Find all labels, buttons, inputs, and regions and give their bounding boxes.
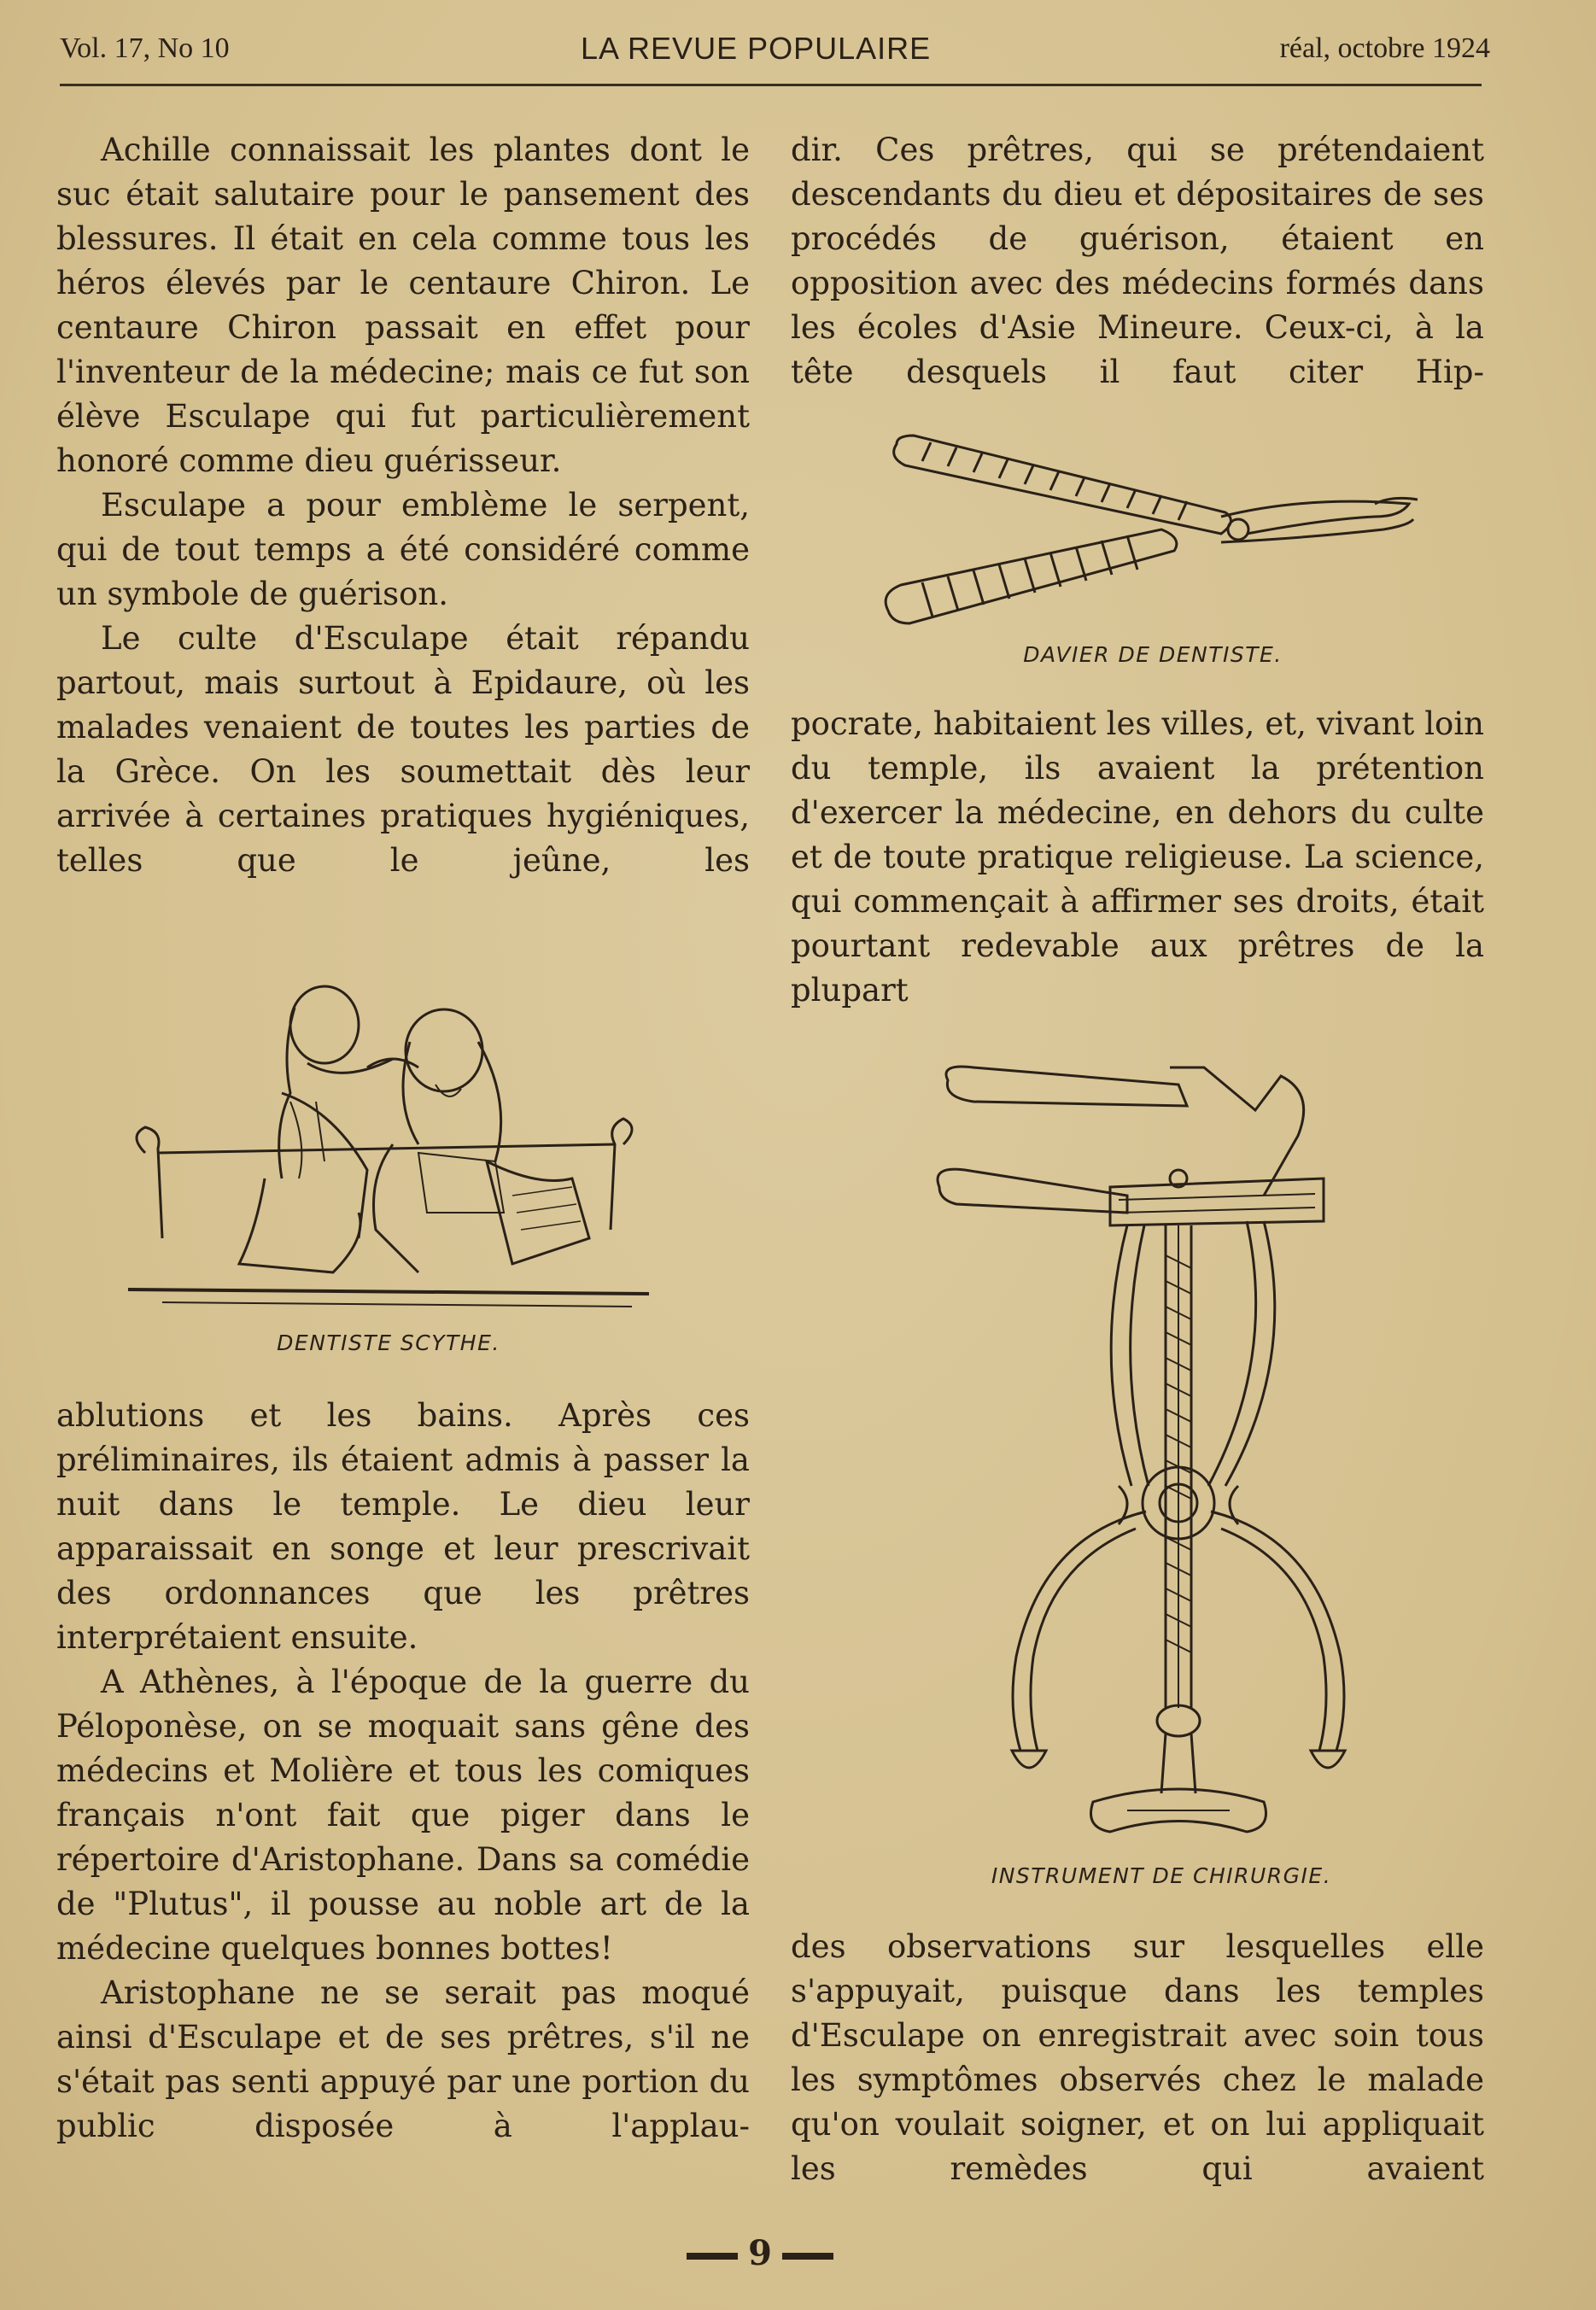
issue-date: réal, octobre 1924: [1279, 32, 1490, 64]
page-header: [60, 26, 1490, 77]
davier-illustration: [880, 418, 1426, 640]
right-column-bottom: [791, 1925, 1484, 2191]
dentiste-scythe-illustration: [111, 956, 666, 1315]
right-column-top: [791, 128, 1484, 395]
header-rule: [60, 84, 1482, 86]
volume-number: Vol. 17, No 10: [60, 32, 230, 64]
paragraph-observations: des observations sur lesquelles elle s'appuyait, puisque dans les temples d'Esculape on enregistrait avec soin tous les symptômes observés chez le malade qu'on voulait soigner, et on lui appliquait les remèdes qui avaient: [791, 1928, 1484, 2187]
paragraph-ablutions: ablutions et les bains. Après ces préliminaires, ils étaient admis à passer la nuit dans le temple. Le dieu leur apparaissait en songe et leur prescrivait des ordonnances que les prêtres interprétaient ensuite.: [56, 1397, 750, 1656]
paragraph-esculape-emblem: Esculape a pour emblème le serpent, qui de tout temps a été considéré comme un symbole de guérison.: [56, 487, 750, 612]
footer-dash-right: [782, 2253, 833, 2260]
instrument-chirurgie-drawing: [922, 1059, 1400, 1862]
davier-caption: DAVIER DE DENTISTE.: [1023, 642, 1283, 667]
paragraph-aristophane: Aristophane ne se serait pas moqué ainsi d'Esculape et de ses prêtres, s'il ne s'était pas senti appuyé par une portion du public disposée à l'applau-: [56, 1974, 750, 2144]
paragraph-achille: Achille connaissait les plantes dont le suc était salutaire pour le pansement des blessures. Il était en cela comme tous les héros élevés par le centaure Chiron. Le centaure Chiron passait en effet pour l'inventeur de la médecine; mais ce fut son élève Esculape qui fut particulièrement honoré comme dieu guérisseur.: [56, 132, 750, 479]
instrument-chirurgie-caption: INSTRUMENT DE CHIRURGIE.: [991, 1863, 1332, 1888]
paragraph-hippocrate: pocrate, habitaient les villes, et, vivant loin du temple, ils avaient la prétention d'exercer la médecine, en dehors du culte et de toute pratique religieuse. La science, qui commençait à affirmer ses droits, était pourtant redevable aux prêtres de la plupart: [791, 705, 1484, 1009]
page-number: 9: [748, 2233, 772, 2273]
dentiste-scythe-drawing: [111, 956, 666, 1315]
instrument-chirurgie-illustration: [922, 1059, 1400, 1862]
left-column-bottom: [56, 1394, 750, 2149]
right-column-middle: [791, 702, 1484, 1013]
left-column-top: [56, 128, 750, 883]
paragraph-culte: Le culte d'Esculape était répandu partout, mais surtout à Epidaure, où les malades venaient de toutes les parties de la Grèce. On les soumettait dès leur arrivée à certaines pratiques hygiéniques, telles que le jeûne, les: [56, 620, 750, 879]
davier-drawing: [880, 418, 1426, 640]
paragraph-pretres: dir. Ces prêtres, qui se prétendaient descendants du dieu et dépositaires de ses procédés de guérison, étaient en opposition avec des médecins formés dans les écoles d'Asie Mineure. Ceux-ci, à la tête desquels il faut citer Hip-: [791, 132, 1484, 390]
publication-title: LA REVUE POPULAIRE: [581, 31, 932, 66]
dentiste-scythe-caption: DENTISTE SCYTHE.: [277, 1330, 500, 1355]
footer-dash-left: [687, 2253, 738, 2260]
paragraph-athenes: A Athènes, à l'époque de la guerre du Péloponèse, on se moquait sans gêne des médecins et Molière et tous les comiques français n'ont fait que piger dans le répertoire d'Aristophane. Dans sa comédie de "Plutus", il pousse au noble art de la médecine quelques bonnes bottes!: [56, 1664, 750, 1967]
page-footer: [675, 2233, 845, 2273]
